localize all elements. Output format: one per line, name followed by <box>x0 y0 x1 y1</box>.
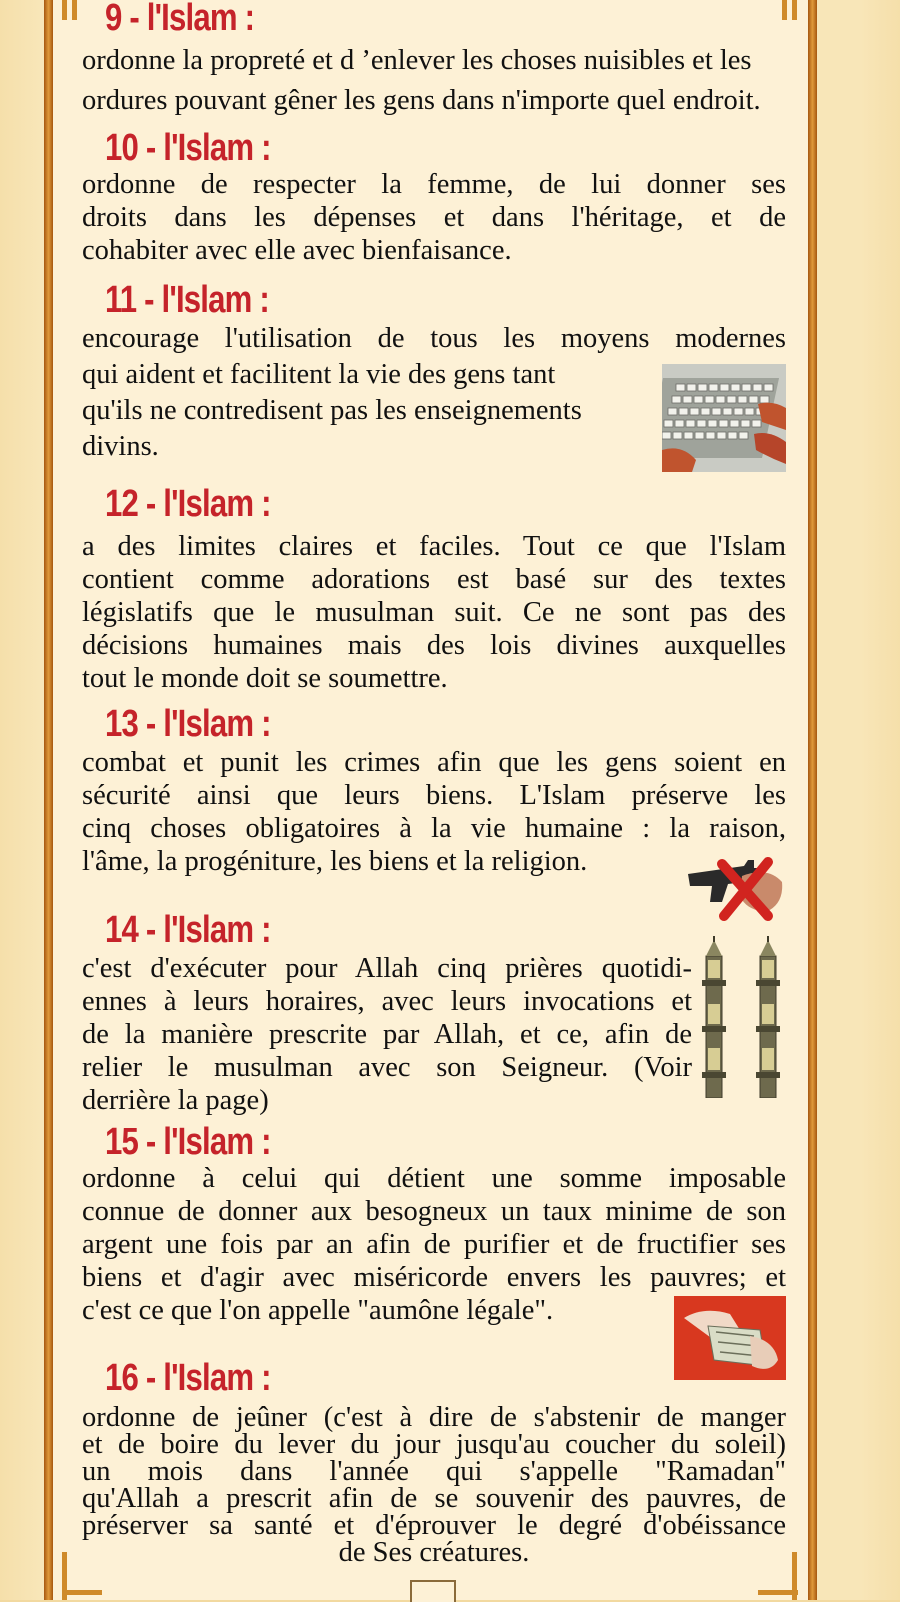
section-16-line-3: un mois dans l'année qui s'appelle "Ramadan" <box>82 1456 786 1487</box>
top-left-ornament-2 <box>72 0 77 20</box>
section-16-line-5: préserver sa santé et d'éprouver le degré d'obéissance <box>82 1510 786 1541</box>
section-9-line-2: ordures pouvant gêner les gens dans n'importe quel endroit. <box>82 85 761 116</box>
right-border <box>808 0 817 1600</box>
section-11-line-4: divins. <box>82 431 159 462</box>
section-14-line-2: ennes à leurs horaires, avec leurs invocations et <box>82 986 692 1017</box>
section-12-line-2: contient comme adorations est basé sur des textes <box>82 564 786 595</box>
section-9-line-1: ordonne la propreté et d ’enlever les choses nuisibles et les <box>82 45 752 76</box>
keyboard-image <box>662 364 786 472</box>
section-10-heading: 10 - l'Islam : <box>105 127 271 169</box>
section-14-line-3: de la manière prescrite par Allah, et ce, afin de <box>82 1019 692 1050</box>
section-11-line-1: encourage l'utilisation de tous les moyens modernes <box>82 323 786 354</box>
section-16-line-1: ordonne de jeûner (c'est à dire de s'abstenir de manger <box>82 1402 786 1433</box>
section-12-line-4: décisions humaines mais des lois divines auxquelles <box>82 630 786 661</box>
minarets-icon <box>694 936 790 1098</box>
money-image <box>674 1296 786 1380</box>
section-12-line-3: législatifs que le musulman suit. Ce ne sont pas des <box>82 597 786 628</box>
top-right-ornament-2 <box>792 0 797 20</box>
money-in-hand-icon <box>674 1296 786 1380</box>
top-left-ornament <box>62 0 67 20</box>
section-11-line-2: qui aident et facilitent la vie des gens tant <box>82 359 556 390</box>
section-12-line-5: tout le monde doit se soumettre. <box>82 663 448 694</box>
left-border <box>44 0 53 1600</box>
section-15-heading: 15 - l'Islam : <box>105 1121 271 1163</box>
page-tab <box>410 1580 456 1602</box>
section-12-heading: 12 - l'Islam : <box>105 483 271 525</box>
minarets-image <box>694 936 790 1098</box>
section-10-line-3: cohabiter avec elle avec bienfaisance. <box>82 235 512 266</box>
section-15-line-4: biens et d'agir avec miséricorde envers les pauvres; et <box>82 1262 786 1293</box>
section-13-line-3: cinq choses obligatoires à la vie humaine : la raison, <box>82 813 786 844</box>
bottom-left-ornament-2 <box>62 1590 102 1595</box>
section-15-line-1: ordonne à celui qui détient une somme imposable <box>82 1163 786 1194</box>
section-15-line-5: c'est ce que l'on appelle "aumône légale". <box>82 1295 554 1326</box>
section-11-line-3: qu'ils ne contredisent pas les enseignements <box>82 395 582 426</box>
crossed-gun-icon <box>682 846 786 926</box>
section-10-line-2: droits dans les dépenses et dans l'héritage, et de <box>82 202 786 233</box>
section-14-heading: 14 - l'Islam : <box>105 909 271 951</box>
section-16-line-6: de Ses créatures. <box>338 1537 530 1568</box>
section-10-line-1: ordonne de respecter la femme, de lui donner ses <box>82 169 786 200</box>
section-12-line-1: a des limites claires et faciles. Tout ce que l'Islam <box>82 531 786 562</box>
section-13-line-2: sécurité ainsi que leurs biens. L'Islam préserve les <box>82 780 786 811</box>
crossed-gun-image <box>682 846 786 926</box>
section-13-heading: 13 - l'Islam : <box>105 703 271 745</box>
section-14-line-4: relier le musulman avec son Seigneur. (Voir <box>82 1052 692 1083</box>
section-9-heading: 9 - l'Islam : <box>105 0 255 39</box>
section-11-heading: 11 - l'Islam : <box>105 279 269 321</box>
top-right-ornament <box>782 0 787 20</box>
section-16-line-2: et de boire du lever du jour jusqu'au coucher du soleil) <box>82 1429 786 1460</box>
section-16-line-4: qu'Allah a prescrit afin de se souvenir des pauvres, de <box>82 1483 786 1514</box>
section-14-line-1: c'est d'exécuter pour Allah cinq prières quotidi- <box>82 953 692 984</box>
section-15-line-3: argent une fois par an afin de purifier et de fructifier ses <box>82 1229 786 1260</box>
section-13-line-4: l'âme, la progéniture, les biens et la religion. <box>82 846 588 877</box>
section-13-line-1: combat et punit les crimes afin que les gens soient en <box>82 747 786 778</box>
bottom-right-ornament-2 <box>758 1590 798 1595</box>
section-16-heading: 16 - l'Islam : <box>105 1357 271 1399</box>
section-15-line-2: connue de donner aux besogneux un taux minime de son <box>82 1196 786 1227</box>
keyboard-icon <box>662 364 786 472</box>
section-14-line-5: derrière la page) <box>82 1085 269 1116</box>
